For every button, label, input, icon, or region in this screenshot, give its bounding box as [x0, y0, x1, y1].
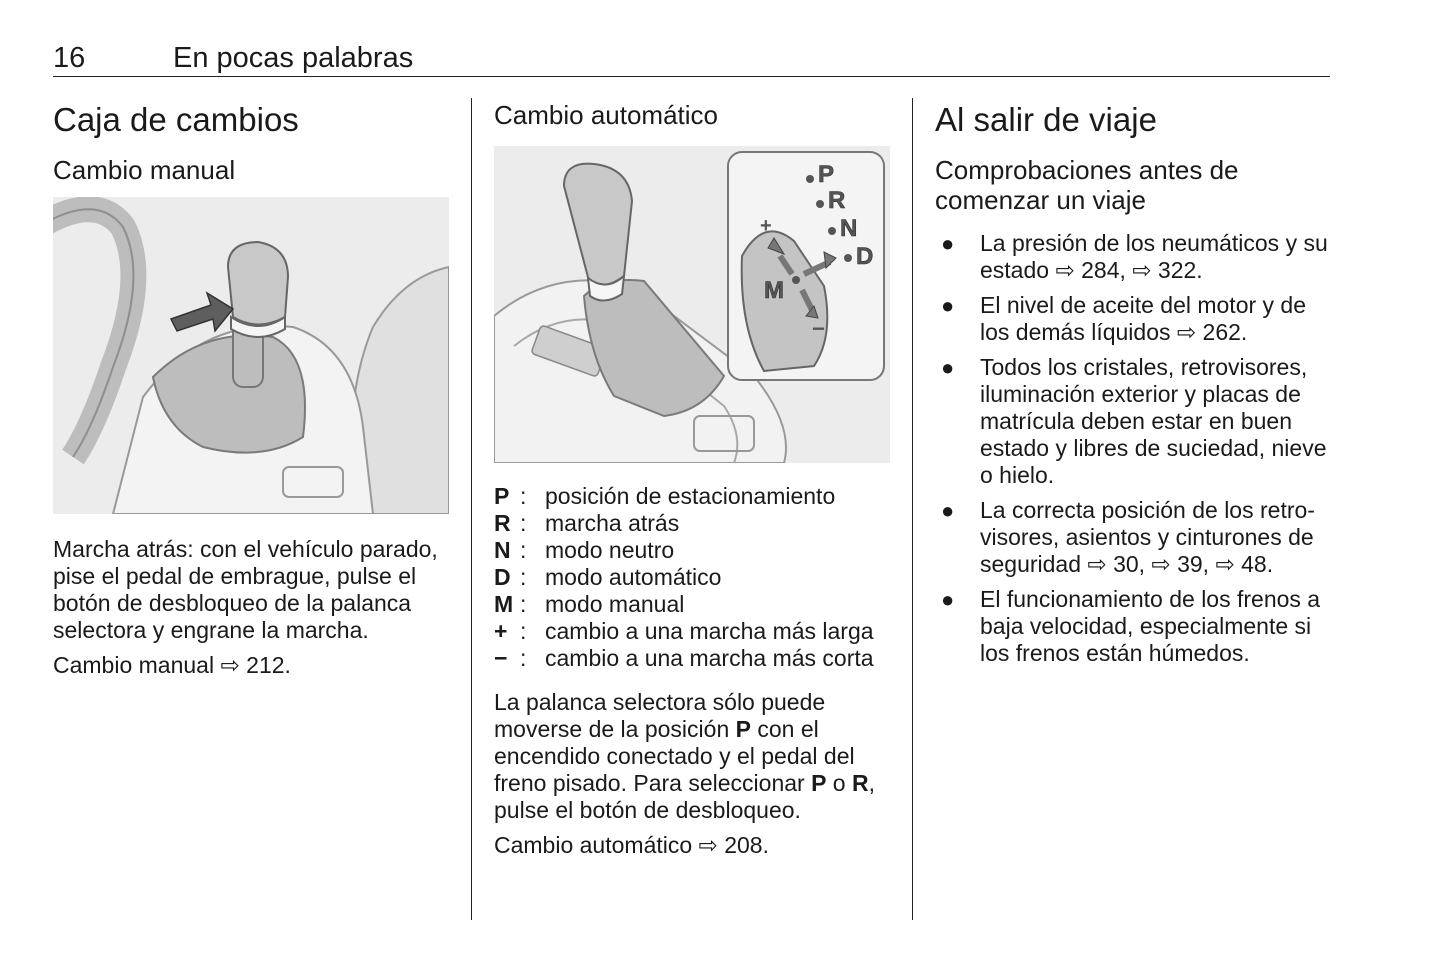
legend-row: N : modo neutro	[494, 537, 675, 563]
checks-list	[935, 230, 1335, 667]
bullet-icon: ●	[941, 231, 955, 256]
reverse-gear-paragraph: Marcha atrás: con el vehículo parado, pise el pedal de embrague, pulse el botón de desbloqueo de la palanca selectora y engrane la marcha.	[53, 536, 438, 643]
column-divider-right	[912, 98, 913, 920]
bullet-icon: ●	[941, 498, 955, 523]
manual-heading: Cambio manual	[53, 155, 236, 185]
arrow-ref-icon: ⇨	[220, 652, 240, 678]
bullet-icon: ●	[941, 293, 955, 318]
inset-label-n: N	[840, 215, 858, 242]
inset-label-r: R	[828, 187, 846, 214]
selector-paragraph: La palanca selectora sólo puede moverse de la posición P con el encendido conectado y el pedal del freno pisado. Para seleccionar P o R, pulse el botón de desbloqueo.	[494, 689, 876, 823]
automatic-ref-text: Cambio automático	[494, 832, 693, 858]
left-column	[53, 98, 449, 679]
automatic-reference	[494, 832, 890, 859]
manual-gear-figure	[53, 197, 449, 514]
list-item: ● La presión de los neumáticos y su estado ⇨ 284, ⇨ 322.	[941, 230, 1328, 283]
inset-label-plus: +	[760, 215, 772, 237]
section-title: En pocas palabras	[173, 42, 414, 74]
automatic-gear-figure	[494, 146, 890, 463]
page-number: 16	[53, 42, 86, 74]
inset-label-p: P	[818, 161, 835, 188]
manual-reference	[53, 652, 449, 679]
legend-row: D : modo automático	[494, 564, 722, 590]
column-divider-left	[471, 98, 472, 920]
list-item: ● La correcta posición de los retrovisores, asientos y cinturones de seguridad ⇨ 30, ⇨ 39, ⇨ 48.	[941, 497, 1315, 577]
list-item: ● Todos los cristales, retrovisores, iluminación exterior y placas de matrícula deben estar en buen estado y libres de suciedad, nieve o hielo.	[941, 354, 1327, 488]
checks-heading: Comprobaciones antes de comenzar un viaje	[935, 155, 1239, 215]
inset-label-minus: −	[812, 316, 825, 341]
bullet-icon: ●	[941, 587, 955, 612]
inset-label-d: D	[856, 243, 874, 270]
automatic-heading: Cambio automático	[494, 100, 718, 130]
bullet-icon: ●	[941, 355, 955, 380]
manual-ref-text: Cambio manual	[53, 652, 215, 678]
page-header	[53, 40, 1330, 77]
list-item: ● El funcionamiento de los frenos a baja velocidad, especialmente si los frenos están húmedos.	[941, 586, 1321, 666]
inset-label-m: M	[764, 277, 784, 304]
legend-row: R : marcha atrás	[494, 510, 680, 536]
legend-row: − : cambio a una marcha más corta	[494, 645, 874, 671]
automatic-ref-page: 208.	[724, 832, 769, 858]
right-column	[935, 98, 1335, 675]
list-item: ● El nivel de aceite del motor y de los demás líquidos ⇨ 262.	[941, 292, 1307, 345]
manual-ref-page: 212.	[246, 652, 291, 678]
legend-row: M : modo manual	[494, 591, 685, 617]
automatic-gear-illustration	[494, 146, 890, 463]
legend-row: + : cambio a una marcha más larga	[494, 618, 874, 644]
transmission-heading: Caja de cambios	[53, 101, 299, 138]
manual-gear-illustration	[53, 197, 449, 514]
legend-row: P : posición de estacionamiento	[494, 483, 836, 509]
gear-legend	[494, 483, 890, 672]
arrow-ref-icon: ⇨	[698, 832, 718, 858]
trip-heading: Al salir de viaje	[935, 101, 1157, 138]
middle-column	[494, 98, 890, 859]
